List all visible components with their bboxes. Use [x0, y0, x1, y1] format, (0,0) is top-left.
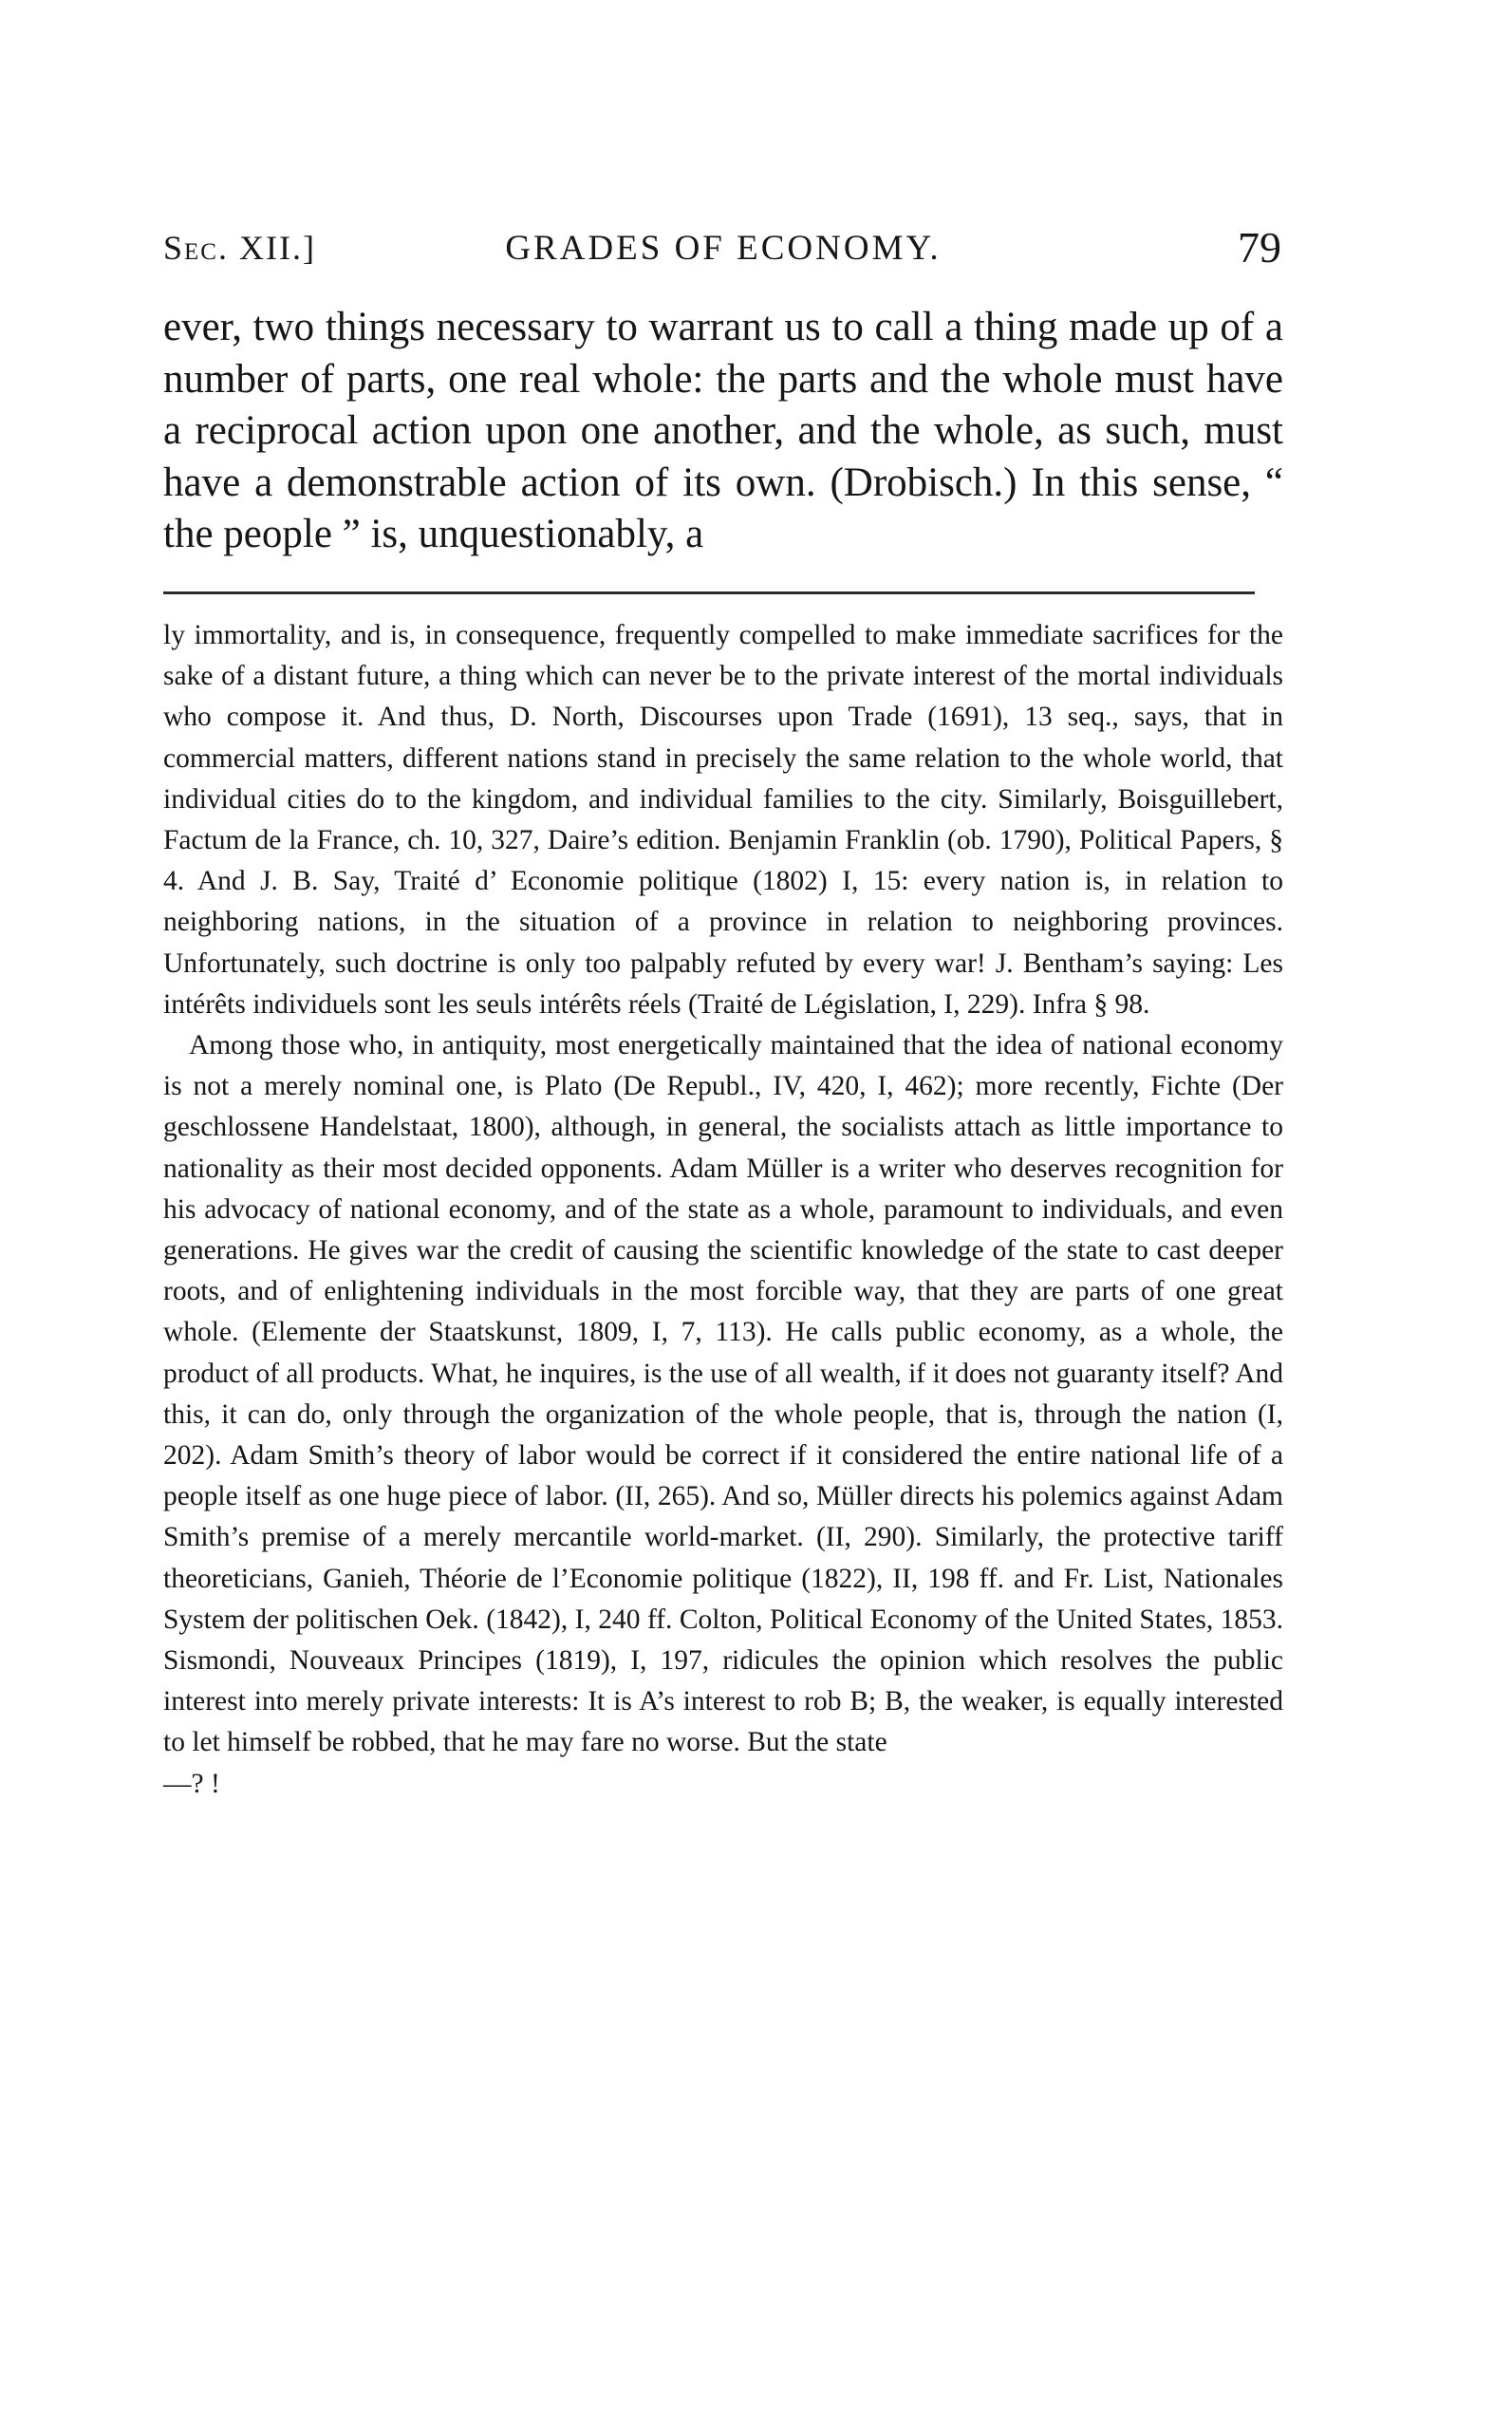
section-label: Sec. XII.] — [163, 229, 316, 267]
footnote-tail: —? ! — [163, 1768, 220, 1799]
main-text — [163, 302, 1283, 561]
footnote-paragraph-2: Among those who, in antiquity, most energetically maintained that the idea of national economy is not a merely nominal one, is Plato (De Republ., IV, 420, I, 462); more recently, Fichte (Der geschlossene Handelstaat, 1800), although, in general, the socialists attach as little importance to nationality as their most decided opponents. Adam Müller is a writer who deserves recognition for his advocacy of national economy, and of the state as a whole, paramount to individuals, and even generations. He gives war the credit of causing the scientific knowledge of the state to cast deeper roots, and of enlightening individuals in the most forcible way, that they are parts of one great whole. (Elemente der Staatskunst, 1809, I, 7, 113). He calls public economy, as a whole, the product of all products. What, he inquires, is the use of all wealth, if it does not guaranty itself? And this, it can do, only through the organization of the whole people, that is, through the nation (I, 202). Adam Smith’s theory of labor would be correct if it considered the entire national life of a people itself as one huge piece of labor. (II, 265). And so, Müller directs his polemics against Adam Smith’s premise of a merely mercantile world-market. (II, 290). Similarly, the protective tariff theoreticians, Ganieh, Théorie de l’Economie politique (1822), II, 198 ff. and Fr. List, Nationales System der politischen Oek. (1842), I, 240 ff. Colton, Political Economy of the United States, 1853. Sismondi, Nouveaux Principes (1819), I, 197, ridicules the opinion which resolves the public interest into merely private interests: It is A’s interest to rob B; B, the weaker, is equally interested to let himself be robbed, that he may fare no worse. But the state — [163, 1030, 1283, 1758]
main-paragraph: ever, two things necessary to warrant us to call a thing made up of a number of parts, one real whole: the parts and the whole must have a reciprocal action upon one another, and the whole, as such, must have a demonstrable action of its own. (Drobisch.) In this sense, “ the people ” is, unquestionably, a — [163, 305, 1283, 556]
footnote-rule — [163, 591, 1255, 594]
footnote-paragraph-1: ly immortality, and is, in consequence, frequently compelled to make immediate sacrifices for the sake of a distant future, a thing which can never be to the private interest of the mortal individuals who compose it. And thus, D. North, Discourses upon Trade (1691), 13 seq., says, that in commercial matters, different nations stand in precisely the same relation to the whole world, that individual cities do to the kingdom, and individual families to the city. Similarly, Boisguillebert, Factum de la France, ch. 10, 327, Daire’s edition. Benjamin Franklin (ob. 1790), Political Papers, § 4. And J. B. Say, Traité d’ Economie politique (1802) I, 15: every nation is, in relation to neighboring nations, in the situation of a province in relation to neighboring provinces. Unfortunately, such doctrine is only too palpably refuted by every war! J. Bentham’s saying: Les intérêts individuels sont les seuls intérêts réels (Traité de Législation, I, 229). Infra § 98. — [163, 620, 1283, 1020]
page-number: 79 — [1238, 223, 1281, 272]
running-title: GRADES OF ECONOMY. — [505, 229, 942, 268]
footnotes — [163, 615, 1283, 1805]
running-header — [163, 224, 1283, 281]
